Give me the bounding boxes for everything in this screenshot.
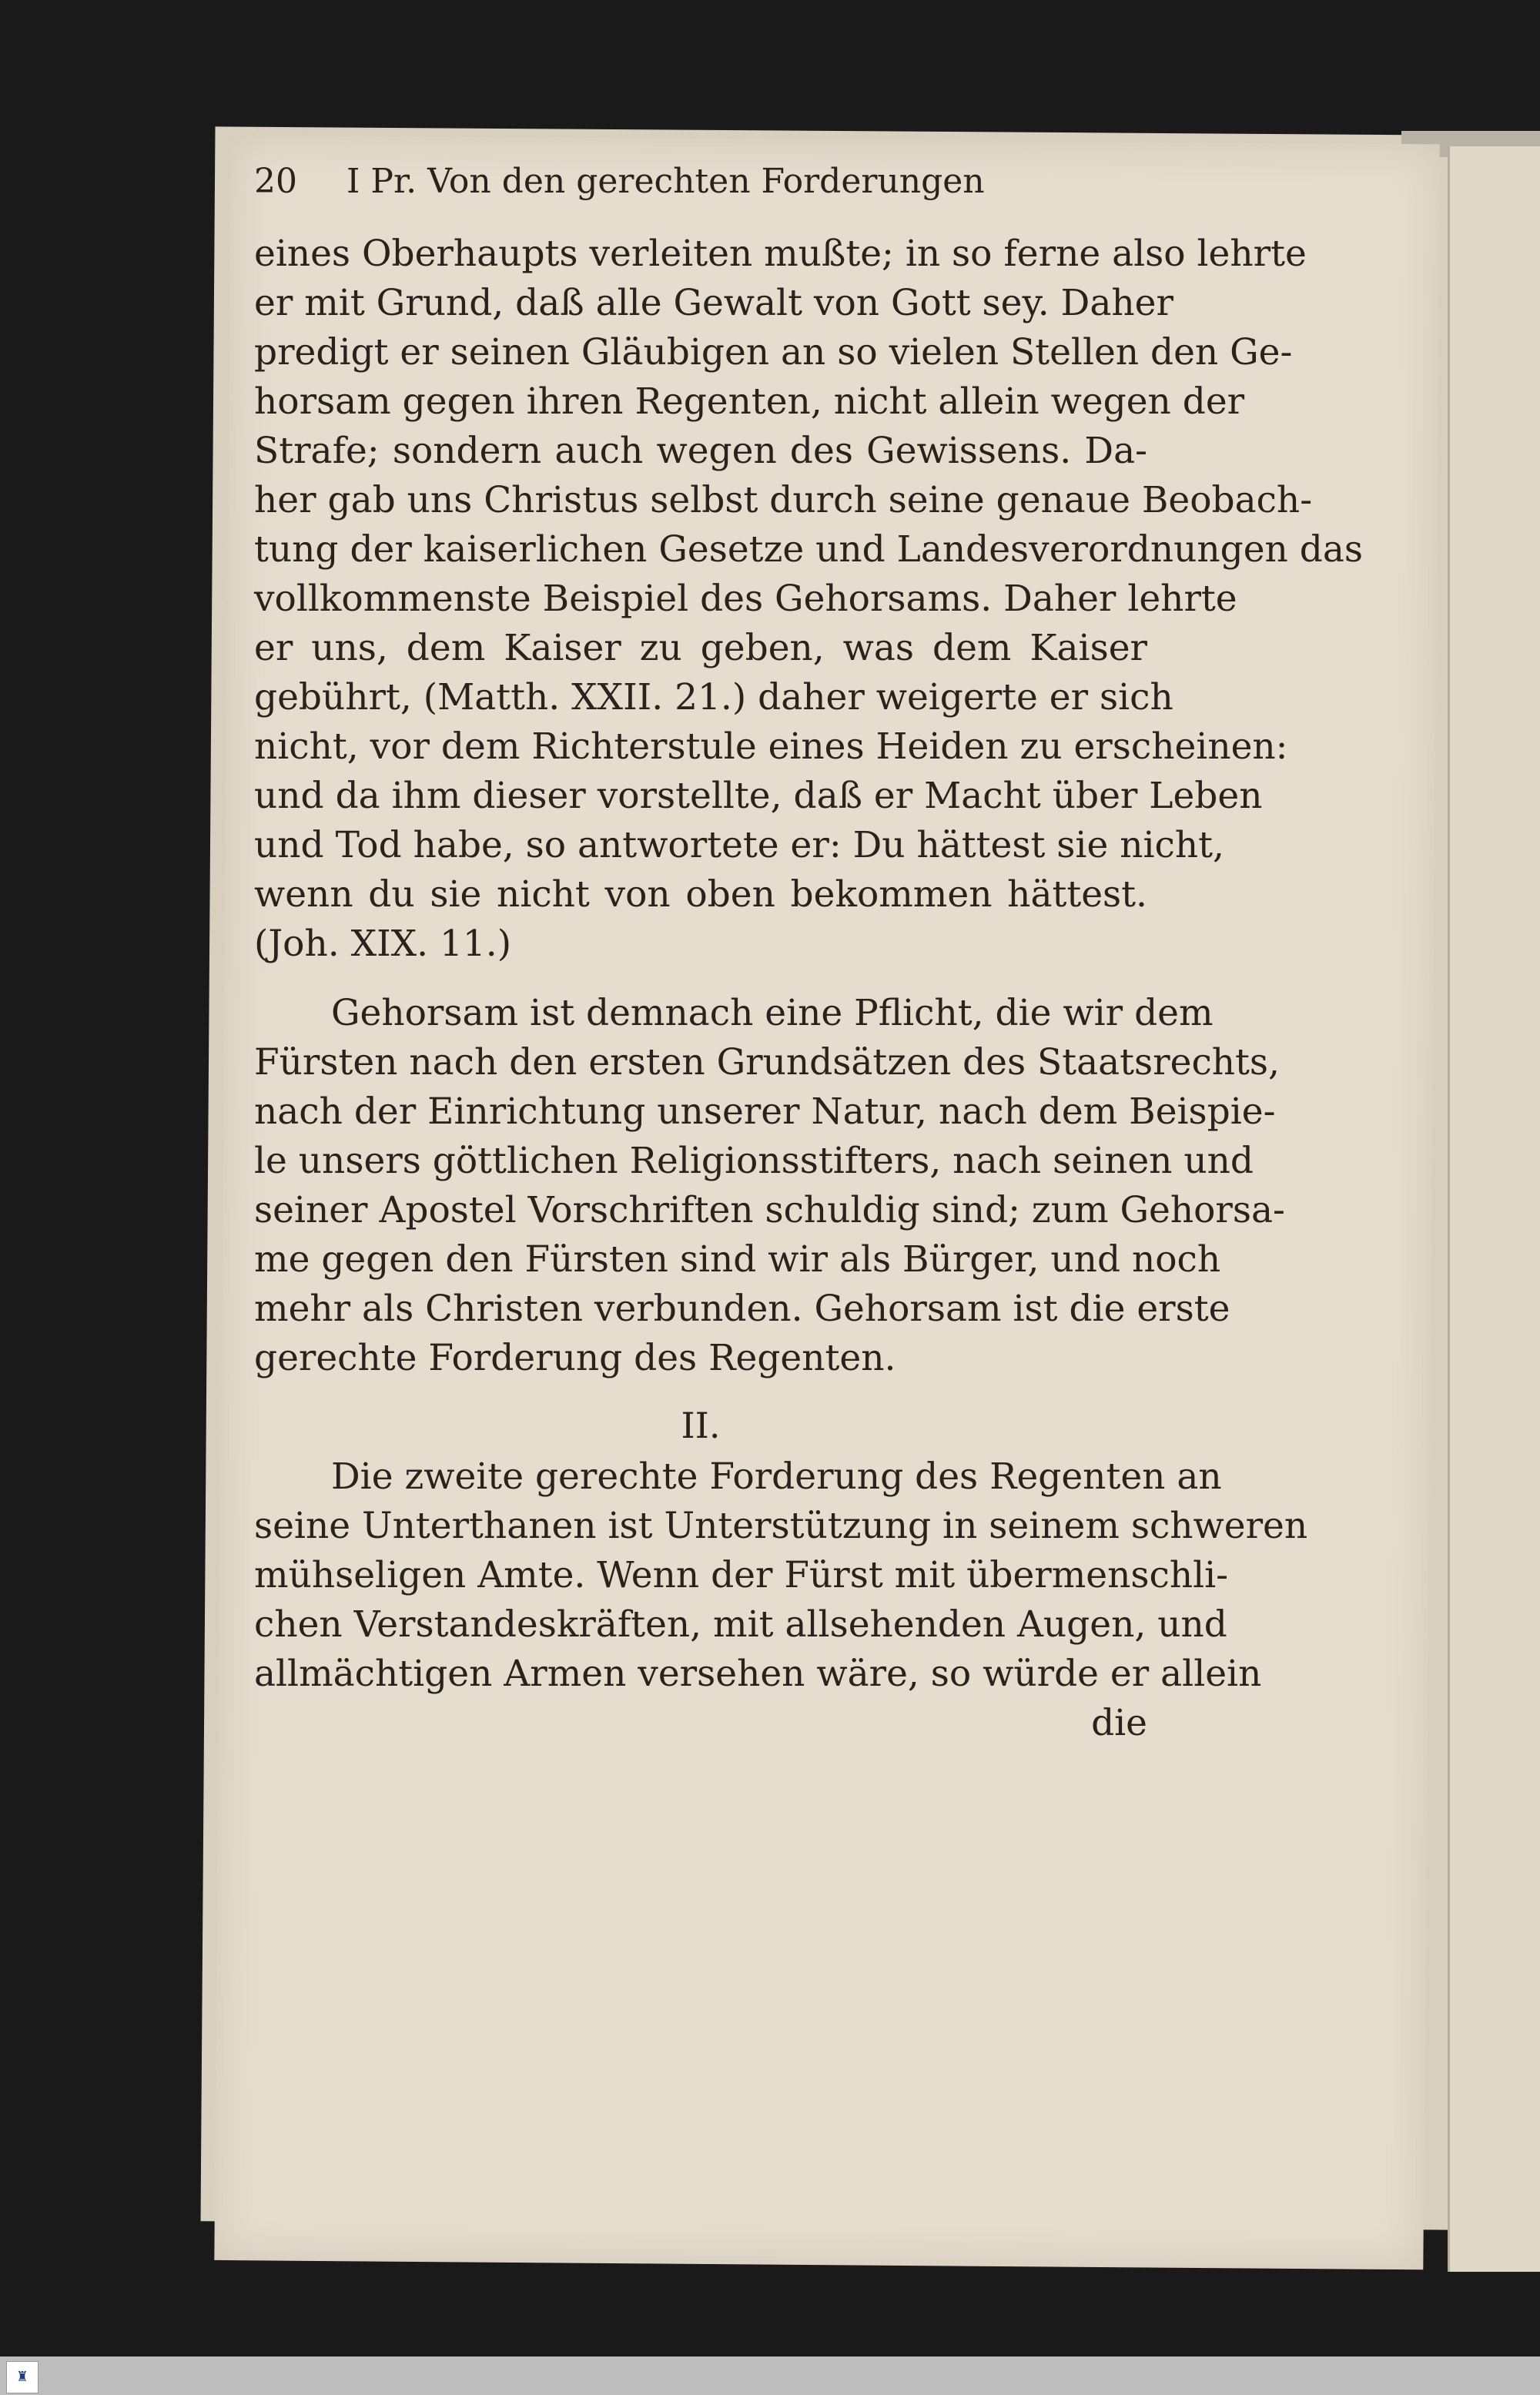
catchword: die [1091, 1702, 1147, 1744]
text-line: seine Unterthanen ist Unterstützung in seinem schweren [254, 1505, 1308, 1547]
section-number: II. [681, 1405, 721, 1446]
text-line: mehr als Christen verbunden. Gehorsam ist die erste [254, 1288, 1230, 1330]
text-line: chen Verstandeskräften, mit allsehenden Augen, und [254, 1603, 1227, 1646]
library-logo [6, 2361, 38, 2393]
paragraph-2 [254, 989, 1285, 1383]
text-line: le unsers göttlichen Religionsstifters, nach seinen und [254, 1140, 1254, 1182]
text-line: mühseligen Amte. Wenn der Fürst mit übermenschli- [254, 1554, 1229, 1596]
paragraph-3 [254, 1452, 1308, 1748]
page-text [254, 162, 1363, 1748]
text-line: Die zweite gerechte Forderung des Regenten an [331, 1455, 1222, 1498]
text-line: er uns, dem Kaiser zu geben, was dem Kaiser [254, 627, 1147, 669]
text-line: Strafe; sondern auch wegen des Gewissens. Da- [254, 430, 1147, 472]
text-line: nach der Einrichtung unserer Natur, nach dem Beispie- [254, 1090, 1276, 1133]
text-line: seiner Apostel Vorschriften schuldig sind; zum Gehorsa- [254, 1189, 1285, 1231]
running-header [254, 162, 1147, 229]
text-line: nicht, vor dem Richterstule eines Heiden zu erscheinen: [254, 725, 1288, 768]
text-line: Gehorsam ist demnach eine Pflicht, die wir dem [331, 992, 1214, 1034]
text-line: wenn du sie nicht von oben bekommen hättest. [254, 873, 1147, 916]
text-line: horsam gegen ihren Regenten, nicht allein wegen der [254, 380, 1245, 423]
text-line: (Joh. XIX. 11.) [254, 923, 512, 965]
text-line: gebührt, (Matth. XXII. 21.) daher weigerte er sich [254, 676, 1173, 718]
text-line: predigt er seinen Gläubigen an so vielen Stellen den Ge- [254, 331, 1293, 373]
text-line: eines Oberhaupts verleiten mußte; in so ferne also lehrte [254, 233, 1307, 275]
text-line: allmächtigen Armen versehen wäre, so würde er allein [254, 1653, 1262, 1695]
running-title: I Pr. Von den gerechten Forderungen [346, 162, 985, 201]
library-crest-icon: ♜ [15, 2369, 29, 2385]
text-line: her gab uns Christus selbst durch seine genaue Beobach- [254, 479, 1313, 521]
text-line: Fürsten nach den ersten Grundsätzen des Staatsrechts, [254, 1041, 1280, 1084]
text-line: gerechte Forderung des Regenten. [254, 1337, 896, 1379]
paragraph-1 [254, 229, 1363, 969]
text-line: me gegen den Fürsten sind wir als Bürger, und noch [254, 1238, 1221, 1281]
text-line: vollkommenste Beispiel des Gehorsams. Daher lehrte [254, 578, 1237, 620]
text-line: tung der kaiserlichen Gesetze und Landesverordnungen das [254, 528, 1363, 571]
page-number: 20 [254, 162, 297, 201]
text-line: und Tod habe, so antwortete er: Du hättest sie nicht, [254, 824, 1224, 866]
text-line: er mit Grund, daß alle Gewalt von Gott sey. Daher [254, 282, 1173, 324]
next-page-edge [1448, 146, 1540, 2272]
viewer-footer-bar [0, 2356, 1540, 2395]
text-line: und da ihm dieser vorstellte, daß er Macht über Leben [254, 775, 1263, 817]
